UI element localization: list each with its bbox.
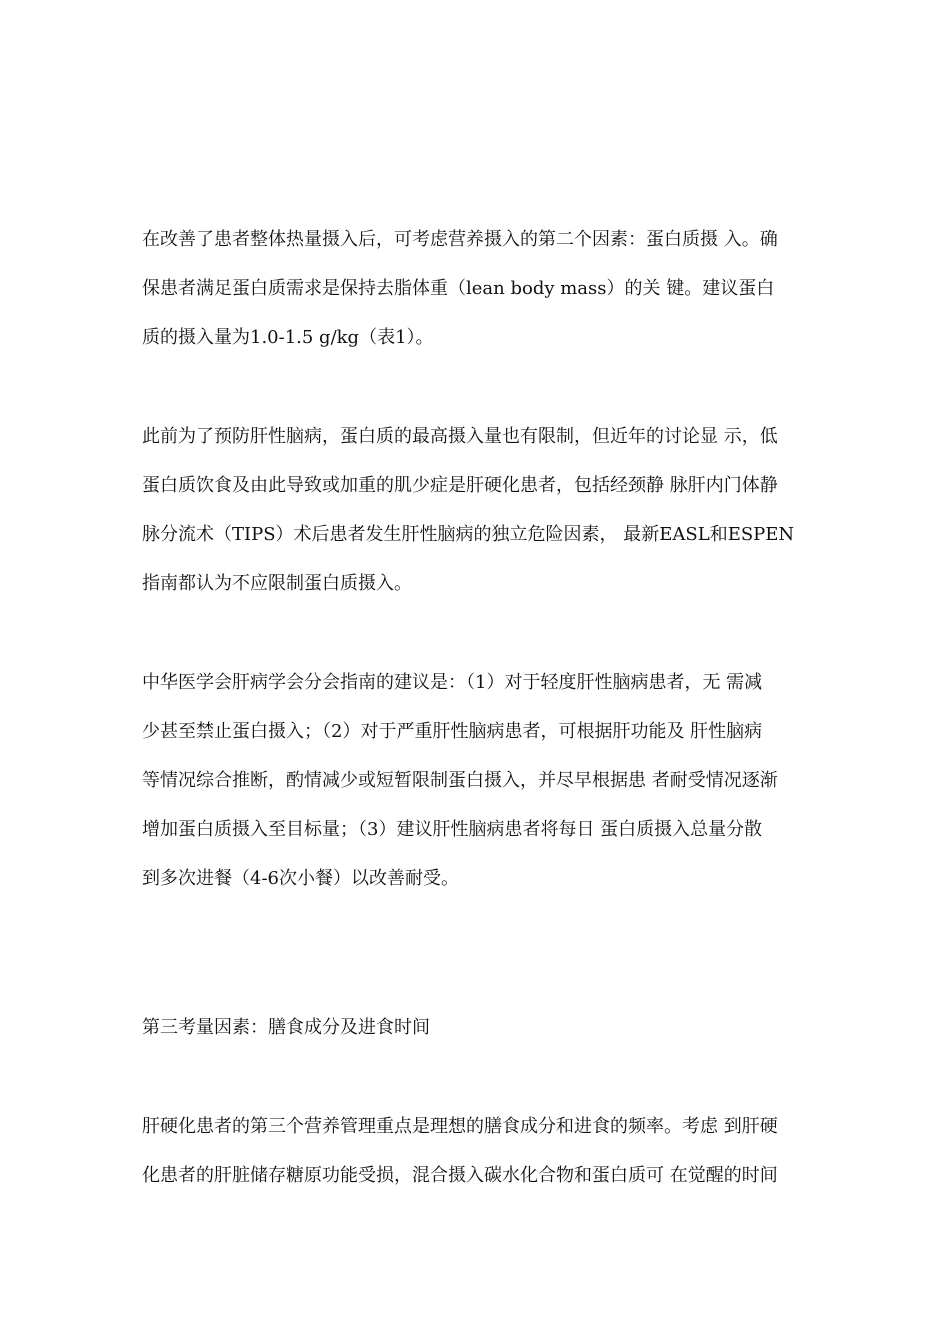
text-line: 中华医学会肝病学会分会指南的建议是：（1）对于轻度肝性脑病患者，无 需减 [142,672,763,693]
text-line: 少甚至禁止蛋白摄入；（2）对于严重肝性脑病患者，可根据肝功能及 肝性脑病 [142,721,763,742]
text-line: 质的摄入量为1.0-1.5 g/kg（表1）。 [142,327,434,348]
text-line: 在改善了患者整体热量摄入后，可考虑营养摄入的第二个因素：蛋白质摄 入。确 [142,229,778,250]
text-line: 增加蛋白质摄入至目标量；（3）建议肝性脑病患者将每日 蛋白质摄入总量分散 [142,819,763,840]
text-line: 等情况综合推断，酌情减少或短暂限制蛋白摄入，并尽早根据患 者耐受情况逐渐 [142,770,778,791]
text-line: 化患者的肝脏储存糖原功能受损，混合摄入碳水化合物和蛋白质可 在觉醒的时间 [142,1165,778,1186]
text-line: 到多次进餐（4-6次小餐）以改善耐受。 [142,868,459,889]
text-line: 脉分流术（TIPS）术后患者发生肝性脑病的独立危险因素， 最新EASL和ESPEN [142,524,795,545]
text-line: 肝硬化患者的第三个营养管理重点是理想的膳食成分和进食的频率。考虑 到肝硬 [142,1116,778,1137]
text-line: 保患者满足蛋白质需求是保持去脂体重（lean body mass）的关 键。建议蛋白 [142,278,775,299]
text-line: 指南都认为不应限制蛋白质摄入。 [142,573,412,594]
text-line: 此前为了预防肝性脑病，蛋白质的最高摄入量也有限制，但近年的讨论显 示，低 [142,426,778,447]
section-heading: 第三考量因素：膳食成分及进食时间 [142,1017,430,1038]
text-line: 蛋白质饮食及由此导致或加重的肌少症是肝硬化患者，包括经颈静 脉肝内门体静 [142,475,778,496]
